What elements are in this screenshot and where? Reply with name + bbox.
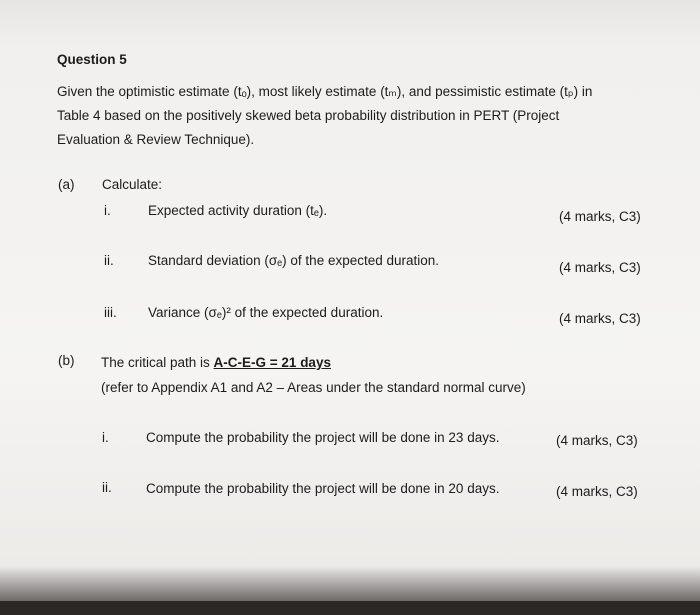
part-b-critical-path: [101, 355, 331, 370]
part-a-item-3-num: iii.: [104, 305, 117, 320]
part-a-label: (a): [58, 177, 75, 192]
part-a-item-2-marks: (4 marks, C3): [559, 260, 641, 275]
part-a-item-2-text: Standard deviation (σₑ) of the expected duration.: [148, 253, 440, 268]
intro-line-1: Given the optimistic estimate (tₒ), most likely estimate (tₘ), and pessimistic estimate (tₚ) in: [57, 84, 593, 99]
part-b-item-2-marks: (4 marks, C3): [556, 484, 638, 499]
part-a-item-3-marks: (4 marks, C3): [559, 311, 641, 326]
part-b-item-1-num: i.: [102, 430, 109, 445]
part-a-item-3-text: Variance (σₑ)² of the expected duration.: [148, 305, 384, 320]
part-b-item-1-marks: (4 marks, C3): [556, 433, 638, 448]
part-a-heading: Calculate:: [102, 177, 163, 192]
part-b-appendix-note: (refer to Appendix A1 and A2 – Areas under the standard normal curve): [101, 380, 526, 395]
part-a-item-2-num: ii.: [104, 253, 114, 268]
part-b-item-2-text: Compute the probability the project will be done in 20 days.: [146, 481, 500, 496]
intro-line-2: Table 4 based on the positively skewed beta probability distribution in PERT (Project: [57, 108, 560, 123]
intro-line-3: Evaluation & Review Technique).: [57, 132, 255, 147]
question-title: Question 5: [57, 52, 127, 67]
critical-path-value: A-C-E-G = 21 days: [213, 355, 331, 370]
part-b-line1-prefix: The critical path is: [101, 355, 214, 370]
part-b-item-2-num: ii.: [102, 480, 112, 495]
part-a-item-1-num: i.: [104, 203, 111, 218]
part-a-item-1-marks: (4 marks, C3): [559, 209, 641, 224]
part-a-item-1-text: Expected activity duration (tₑ).: [148, 203, 328, 218]
bottom-shadow: [0, 601, 700, 615]
part-b-item-1-text: Compute the probability the project will be done in 23 days.: [146, 430, 500, 445]
question-intro: [57, 80, 657, 152]
part-b-label: (b): [58, 353, 75, 368]
